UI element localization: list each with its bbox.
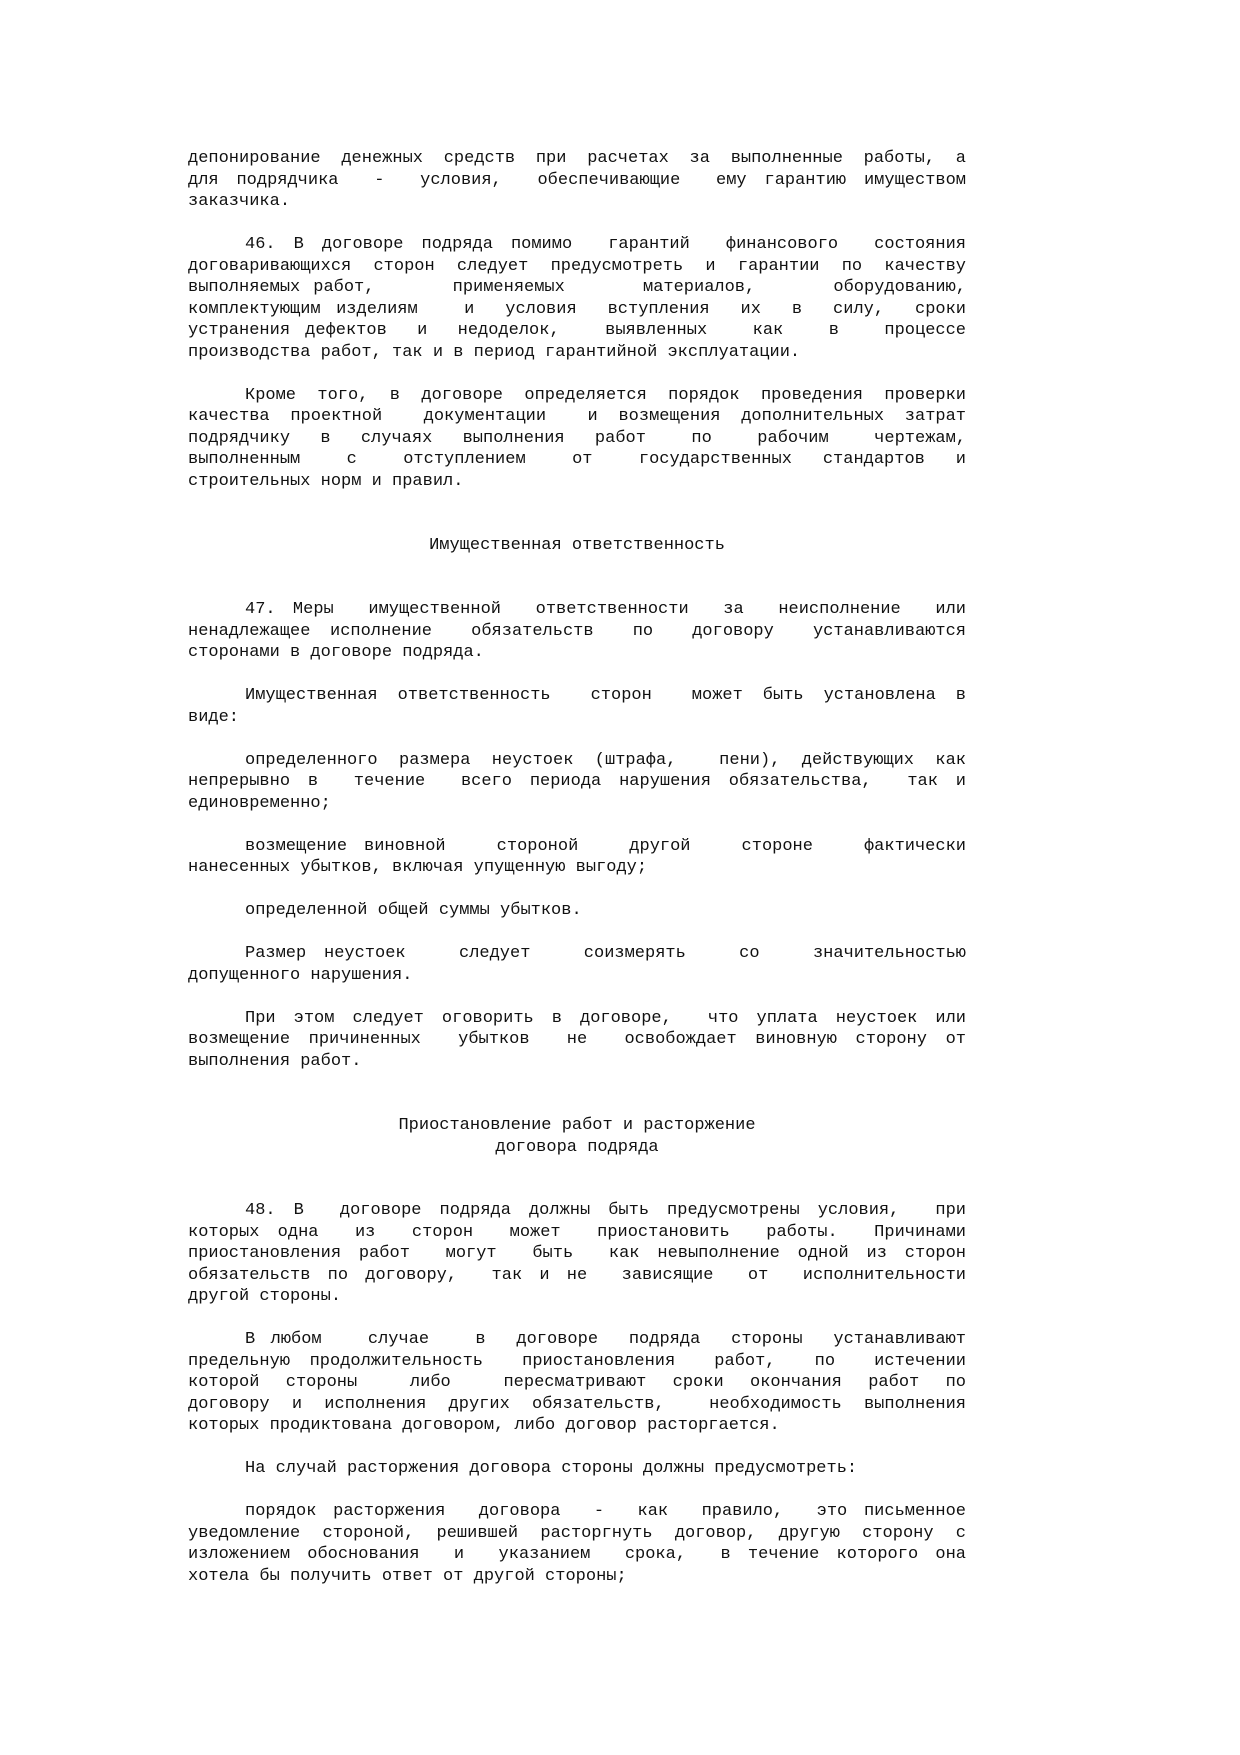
text-line: виде: xyxy=(188,707,240,727)
text-line: В любом случае в договоре подряда стороны устанавливают xyxy=(245,1330,966,1349)
text-line: производства работ, так и в период гарантийной эксплуатации. xyxy=(188,342,801,362)
text-line: договаривающихся сторон следует предусмотреть и гарантии по качеству xyxy=(188,256,966,276)
text-line: изложением обоснования и указанием срока, в течение которого она xyxy=(188,1545,966,1564)
text-line: устранения дефектов и недоделок, выявленных как в процессе xyxy=(188,321,966,340)
text-line: допущенного нарушения. xyxy=(188,965,413,985)
text-line: сторонами в договоре подряда. xyxy=(188,643,484,662)
text-line: другой стороны. xyxy=(188,1287,342,1306)
text-line: Имущественная ответственность сторон может быть установлена в xyxy=(245,686,966,705)
text-line: При этом следует оговорить в договоре, что уплата неустоек или xyxy=(245,1008,966,1028)
text-line: качества проектной документации и возмещения дополнительных затрат xyxy=(188,407,966,426)
section-heading-suspension-line2: договора подряда xyxy=(495,1137,659,1157)
paragraph-46-first-line: 46. В договоре подряда помимо гарантий финансового состояния xyxy=(245,235,966,254)
text-line: единовременно; xyxy=(188,793,331,813)
text-line: предельную продолжительность приостановления работ, по истечении xyxy=(188,1351,966,1371)
text-line: обязательств по договору, так и не зависящие от исполнительности xyxy=(188,1265,966,1285)
text-line: непрерывно в течение всего периода нарушения обязательства, так и xyxy=(188,772,966,791)
section-heading-suspension-line1: Приостановление работ и расторжение xyxy=(398,1116,756,1135)
section-heading-liability: Имущественная ответственность xyxy=(429,536,725,555)
text-line: возмещение виновной стороной другой стороне фактически xyxy=(245,836,966,856)
text-line: комплектующим изделиям и условия вступления их в силу, сроки xyxy=(188,299,966,319)
text-line: Размер неустоек следует соизмерять со значительностью xyxy=(245,944,966,963)
text-line: которых продиктована договором, либо договор расторгается. xyxy=(188,1416,780,1435)
paragraph-48-first-line: 48. В договоре подряда должны быть предусмотрены условия, при xyxy=(245,1201,966,1220)
text-line: порядок расторжения договора - как правило, это письменное xyxy=(245,1502,966,1521)
text-line: выполняемых работ, применяемых материалов, оборудованию, xyxy=(188,278,966,297)
text-line: Кроме того, в договоре определяется порядок проведения проверки xyxy=(245,385,966,405)
text-line: выполненным с отступлением от государственных стандартов и xyxy=(188,450,966,469)
text-line: возмещение причиненных убытков не освобождает виновную сторону от xyxy=(188,1030,966,1049)
text-line: которой стороны либо пересматривают сроки окончания работ по xyxy=(188,1373,966,1392)
text-line: ненадлежащее исполнение обязательств по договору устанавливаются xyxy=(188,621,966,641)
text-line: депонирование денежных средств при расчетах за выполненные работы, а xyxy=(188,149,966,168)
text-line: определенной общей суммы убытков. xyxy=(245,901,582,920)
text-line: На случай расторжения договора стороны должны предусмотреть: xyxy=(245,1459,858,1478)
text-line: нанесенных убытков, включая упущенную выгоду; xyxy=(188,858,648,877)
text-line: которых одна из сторон может приостановить работы. Причинами xyxy=(188,1222,966,1242)
text-line: выполнения работ. xyxy=(188,1051,362,1071)
text-line: уведомление стороной, решившей расторгнуть договор, другую сторону с xyxy=(188,1523,966,1543)
text-line: строительных норм и правил. xyxy=(188,471,464,491)
text-line: подрядчику в случаях выполнения работ по рабочим чертежам, xyxy=(188,428,966,448)
text-line: хотела бы получить ответ от другой стороны; xyxy=(188,1566,627,1586)
text-line: определенного размера неустоек (штрафа, пени), действующих как xyxy=(245,750,966,770)
paragraph-47-first-line: 47. Меры имущественной ответственности за неисполнение или xyxy=(245,600,966,619)
text-line: для подрядчика - условия, обеспечивающие ему гарантию имуществом xyxy=(188,170,966,190)
text-line: договору и исполнения других обязательств, необходимость выполнения xyxy=(188,1394,966,1414)
text-line: заказчика. xyxy=(188,192,291,211)
text-line: приостановления работ могут быть как невыполнение одной из сторон xyxy=(188,1244,966,1263)
